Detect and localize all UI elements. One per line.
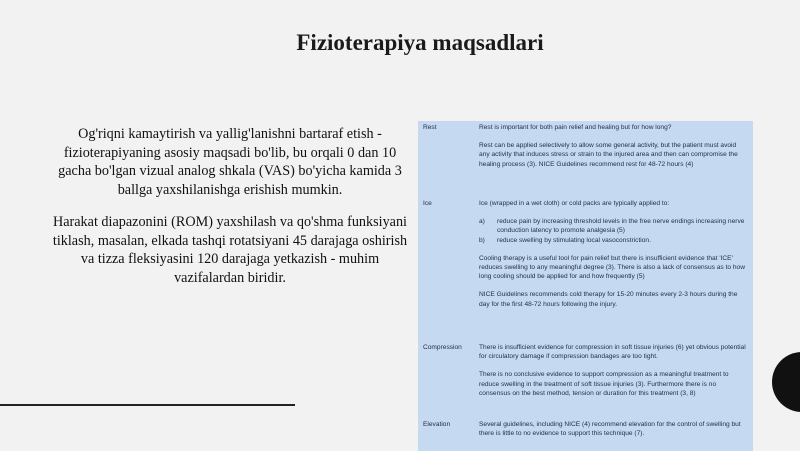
- list-item-text: reduce swelling by stimulating local vasoconstriction.: [497, 236, 651, 244]
- goal-paragraph-rom: Harakat diapazonini (ROM) yaxshilash va qo'shma funksiyani tiklash, masalan, elkada tashqi rotatsiyani 45 darajaga oshirish va tizza fleksiyasini 120 darajaga yetkazish - muhim vazifalardan biridir.: [52, 214, 408, 286]
- row-text: There is no conclusive evidence to support compression as a meaningful treatment to reduce swelling in the treatment of soft tissue injuries (3). Furthermore there is no consensus on the best method, tension or duration for this treatment (3, 8): [479, 371, 729, 397]
- decorative-circle: [772, 352, 800, 412]
- row-label: Compression: [423, 344, 462, 351]
- list-item-text: reduce pain by increasing threshold levels in the free nerve endings increasing nerve conduction latency to promote analgesia (5): [497, 218, 745, 235]
- row-body: [479, 343, 747, 407]
- rice-table-image: [418, 121, 753, 451]
- goal-paragraph-pain: Og'riqni kamaytirish va yallig'lanishni bartaraf etish - fizioterapiyaning asosiy maqsadi bo'lib, bu orqali 0 dan 10 gacha bo'lgan vizual analog shkala (VAS) bo'yicha kamida 3 ballga yaxshilanishga erishish mumkin.: [58, 126, 402, 198]
- row-body: [479, 199, 747, 318]
- list-item: [479, 217, 747, 235]
- list-marker: a): [479, 218, 485, 226]
- row-body: [479, 420, 747, 447]
- row-label: Rest: [423, 124, 437, 131]
- row-text: Rest can be applied selectively to allow some general activity, but the patient must avoid any activity that induces stress or strain to the injured area and then can compromise the healing process (3). NICE Guidelines recommend rest for 48-72 hours (4): [479, 142, 738, 168]
- row-text: Rest is important for both pain relief and healing but for how long?: [479, 124, 672, 131]
- row-body: [479, 123, 747, 178]
- row-label: Elevation: [423, 421, 451, 428]
- row-text: Cooling therapy is a useful tool for pain relief but there is insufficient evidence that 'ICE' reduces swelling to any meaningful degree (3). There is also a lack of consensus as to how long cooling should be applied for and how frequently (5): [479, 254, 745, 281]
- row-text: Several guidelines, including NICE (4) recommend elevation for the control of swelling but there is little to no evidence to support this technique (7).: [479, 421, 741, 438]
- row-label: Ice: [423, 200, 432, 207]
- row-text: There is insufficient evidence for compression in soft tissue injuries (6) yet obvious potential for circulatory damage if compression bandages are too tight.: [479, 344, 746, 361]
- list-item: [479, 236, 747, 245]
- row-text: NICE Guidelines recommends cold therapy for 15-20 minutes every 2-3 hours during the day for the first 48-72 hours following the injury.: [479, 291, 738, 308]
- row-text: Ice (wrapped in a wet cloth) or cold packs are typically applied to:: [479, 200, 670, 207]
- divider-line: [0, 404, 295, 406]
- list-marker: b): [479, 236, 485, 244]
- slide-title: Fizioterapiya maqsadlari: [296, 30, 544, 55]
